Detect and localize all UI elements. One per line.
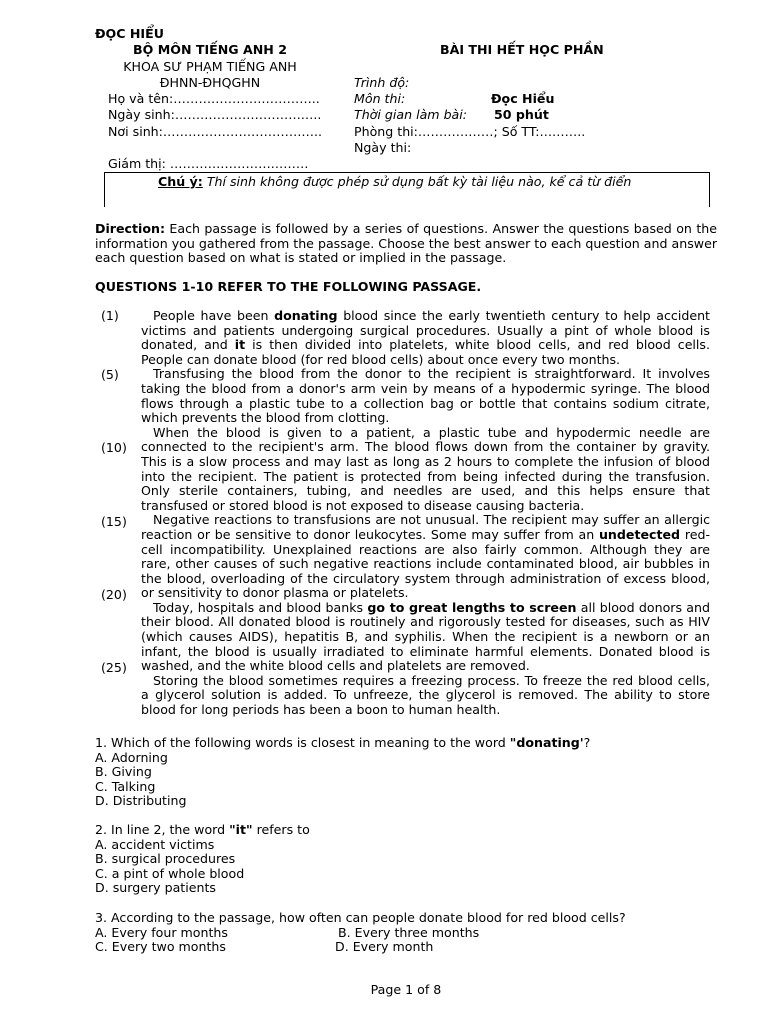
passage-text: Today, hospitals and blood banks [153, 599, 368, 615]
line-number: (20) [101, 587, 127, 602]
passage-text: all blood donors and their blood. All donated blood is routinely and rigorously tested for diseases, such as HIV (which causes AIDS), hepatitis B, and syphilis. When the recipient is a newborn or an infant, the blood is usually irradiated to eliminate harmful elements. Donated blood is washed, and the white blood cells and platelets are removed. [141, 599, 710, 674]
passage-paragraph [141, 309, 710, 367]
university-name: ĐHNN-ĐHQGHN [159, 75, 261, 90]
question-stem [95, 736, 590, 751]
answer-option[interactable]: C. a pint of whole blood [95, 865, 245, 881]
subject-label: Môn thi: [354, 91, 406, 106]
question-stem: 3. According to the passage, how often can people donate blood for red blood cells? [95, 910, 626, 925]
answer-option[interactable]: C. Every two months [95, 939, 226, 955]
direction-label: Direction: [95, 221, 165, 236]
passage-paragraph: Storing the blood sometimes requires a freezing process. To freeze the red blood cells, a glycerol solution is added. To unfreeze, the glycerol is removed. The ability to store blood for long periods has been a boon to human health. [141, 672, 710, 718]
stem-text: 1. Which of the following words is closest in meaning to the word [95, 735, 510, 750]
level-label: Trình độ: [354, 75, 410, 90]
answer-row [95, 940, 695, 955]
notice-text: Thí sinh không được phép sử dụng bất kỳ tài liệu nào, kể cả từ điển [202, 174, 632, 189]
passage-text: People have been [153, 308, 275, 323]
answer-option[interactable]: D. surgery patients [95, 880, 216, 896]
room-number-line: Phòng thi:………………; Số TT:……….. [354, 124, 586, 139]
passage-paragraph: When the blood is given to a patient, a plastic tube and hypodermic needle are connected to the recipient's arm. The blood flows down from the container by gravity. This is a slow process and may last as long as 2 hours to complete the infusion of blood into the recipient. The patient is protected from being infected during the transfusion. Only sterile containers, tubing, and needles are used, and this helps ensure that transfused or stored blood is not exposed to disease causing bacteria. [141, 424, 710, 513]
line-number: (5) [101, 367, 119, 382]
answer-option[interactable]: D. Every month [335, 939, 434, 955]
passage-text: red-cell incompatibility. Unexplained reactions are also fairly common. Although they are rare, other causes of such negative reactions include contaminated blood, air bubbles in the blood, overloading of the circulatory system through administration of excess blood, or sensitivity to donor plasma or platelets. [141, 526, 711, 601]
department-name: BỘ MÔN TIẾNG ANH 2 [133, 42, 287, 57]
passage-text: is then divided into platelets, white blood cells, and red blood cells. People can donate blood (for red blood cells) about once every two months. [141, 337, 710, 367]
birth-date-field: Ngày sinh:…………………………….. [108, 107, 322, 122]
page-number: Page 1 of 8 [370, 982, 442, 997]
highlighted-word: it [234, 337, 246, 353]
line-number: (25) [101, 660, 127, 675]
question-2 [95, 823, 310, 896]
line-number: (1) [101, 308, 119, 323]
answer-option[interactable]: B. surgical procedures [95, 851, 236, 867]
proctor-field: Giám thị: …………………………… [108, 156, 309, 171]
stem-keyword: "donating' [509, 735, 584, 750]
highlighted-phrase: go to great lengths to screen [367, 599, 577, 615]
passage-paragraph: Transfusing the blood from the donor to the recipient is straightforward. It involves taking the blood from a donor's arm vein by means of a hypodermic syringe. The blood flows through a plastic tube to a collection bag or bottle that contains sodium citrate, which prevents the blood from clotting. [141, 366, 710, 426]
passage-paragraph [141, 601, 710, 674]
question-stem [95, 823, 310, 838]
answer-option[interactable]: A. accident victims [95, 836, 215, 852]
duration-value: 50 phút [494, 107, 549, 122]
highlighted-word: undetected [598, 526, 681, 542]
answer-option[interactable]: B. Every three months [338, 924, 480, 940]
line-number: (15) [101, 514, 127, 529]
passage-paragraph [141, 513, 710, 601]
question-3 [95, 911, 695, 955]
stem-text: ? [583, 735, 591, 750]
passage-text: blood since the early twentieth century to help accident victims and patients undergoing surgical procedures. Usually a pint of whole blood is donated, and [141, 308, 710, 353]
notice-label: Chú ý: [158, 174, 203, 189]
answer-option[interactable]: B. Giving [95, 764, 152, 780]
question-1 [95, 736, 590, 809]
birth-place-field: Nơi sinh:……………………………….. [108, 124, 323, 139]
answer-option[interactable]: C. Talking [95, 778, 156, 794]
direction-text: Each passage is followed by a series of questions. Answer the questions based on the information you gathered from the passage. Choose the best answer to each question and answer each question based on what is stated or implied in the passage. [95, 221, 717, 266]
subject-value: Đọc Hiểu [491, 91, 555, 106]
student-name-field: Họ và tên:…………………………….. [108, 91, 320, 106]
stem-text: 2. In line 2, the word [95, 822, 230, 837]
answer-option[interactable]: D. Distributing [95, 793, 187, 809]
section-title: ĐỌC HIỂU [95, 26, 164, 41]
answer-option[interactable]: A. Adorning [95, 749, 168, 765]
exam-date-label: Ngày thi: [354, 140, 412, 155]
answer-row [95, 926, 695, 941]
passage-text: Negative reactions to transfusions are not unusual. The recipient may suffer an allergic reaction or be sensitive to donor leukocytes. Some may suffer from an [141, 512, 710, 542]
line-number: (10) [101, 440, 127, 455]
highlighted-word: donating [274, 308, 338, 323]
faculty-name: KHOA SƯ PHẠM TIẾNG ANH [123, 59, 297, 74]
stem-text: refers to [252, 822, 310, 837]
direction-paragraph [95, 222, 717, 266]
exam-title: BÀI THI HẾT HỌC PHẦN [440, 42, 604, 57]
notice [158, 175, 631, 190]
reading-passage [141, 309, 710, 718]
stem-keyword: "it" [229, 822, 253, 837]
answer-option[interactable]: A. Every four months [95, 924, 228, 940]
duration-label: Thời gian làm bài: [354, 107, 468, 122]
questions-heading: QUESTIONS 1-10 REFER TO THE FOLLOWING PASSAGE. [95, 279, 482, 294]
